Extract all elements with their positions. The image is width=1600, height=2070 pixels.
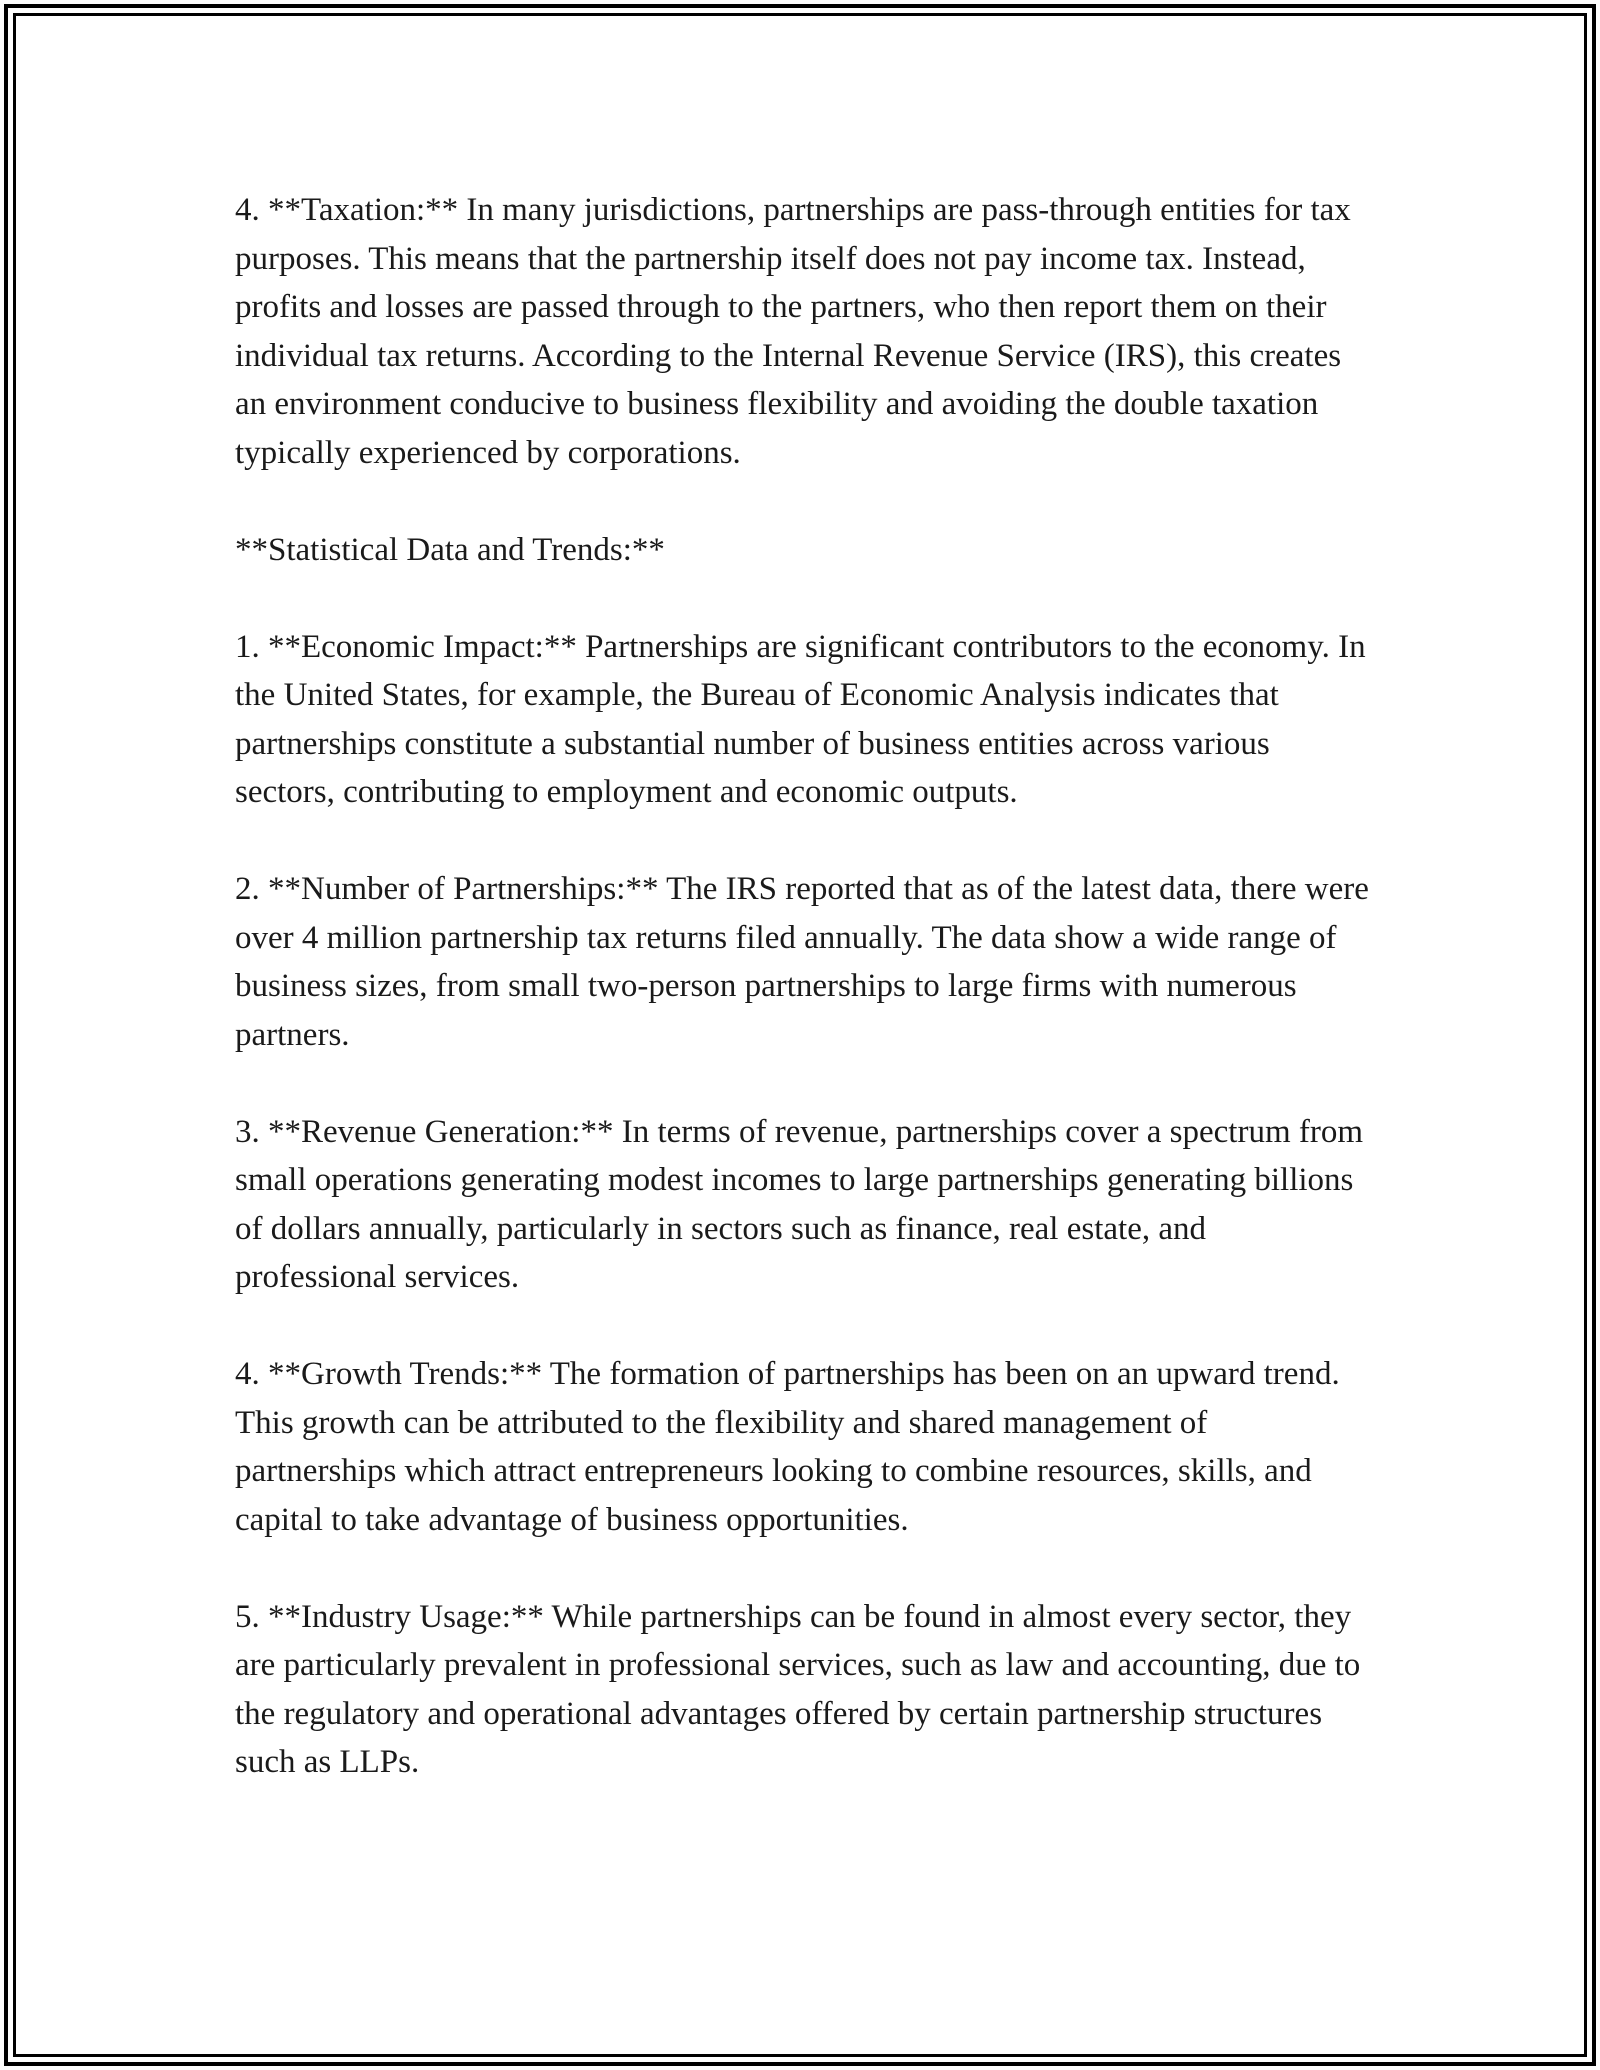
paragraph-number-of-partnerships: 2. **Number of Partnerships:** The IRS reported that as of the latest data, there were over 4 million partnership tax returns filed annually. The data show a wide range of business sizes, from small two-person partnerships to large firms with numerous partners. xyxy=(235,871,1369,1053)
paragraph-growth-trends: 4. **Growth Trends:** The formation of partnerships has been on an upward trend. This growth can be attributed to the flexibility and shared management of partnerships which attract entrepreneurs looking to combine resources, skills, and capital to take advantage of business opportunities. xyxy=(235,1356,1340,1538)
paragraph-industry-usage: 5. **Industry Usage:** While partnerships can be found in almost every sector, they are particularly prevalent in professional services, such as law and accounting, due to the regulatory and operational advantages offered by certain partnership structures such as LLPs. xyxy=(235,1598,1361,1780)
paragraph-taxation: 4. **Taxation:** In many jurisdictions, partnerships are pass-through entities for tax purposes. This means that the partnership itself does not pay income tax. Instead, profits and losses are passed through to the partners, who then report them on their individual tax returns. According to the Internal Revenue Service (IRS), this creates an environment conducive to business flexibility and avoiding the double taxation typically experienced by corporations. xyxy=(235,192,1351,471)
paragraph-revenue-generation: 3. **Revenue Generation:** In terms of revenue, partnerships cover a spectrum from small operations generating modest incomes to large partnerships generating billions of dollars annually, particularly in sectors such as finance, real estate, and professional services. xyxy=(235,1113,1364,1295)
document-body xyxy=(235,186,1375,1787)
paragraph-economic-impact: 1. **Economic Impact:** Partnerships are significant contributors to the economy. In the United States, for example, the Bureau of Economic Analysis indicates that partnerships constitute a substantial number of business entities across various sectors, contributing to employment and economic outputs. xyxy=(235,628,1366,810)
section-heading-statistical-data: **Statistical Data and Trends:** xyxy=(235,531,665,568)
